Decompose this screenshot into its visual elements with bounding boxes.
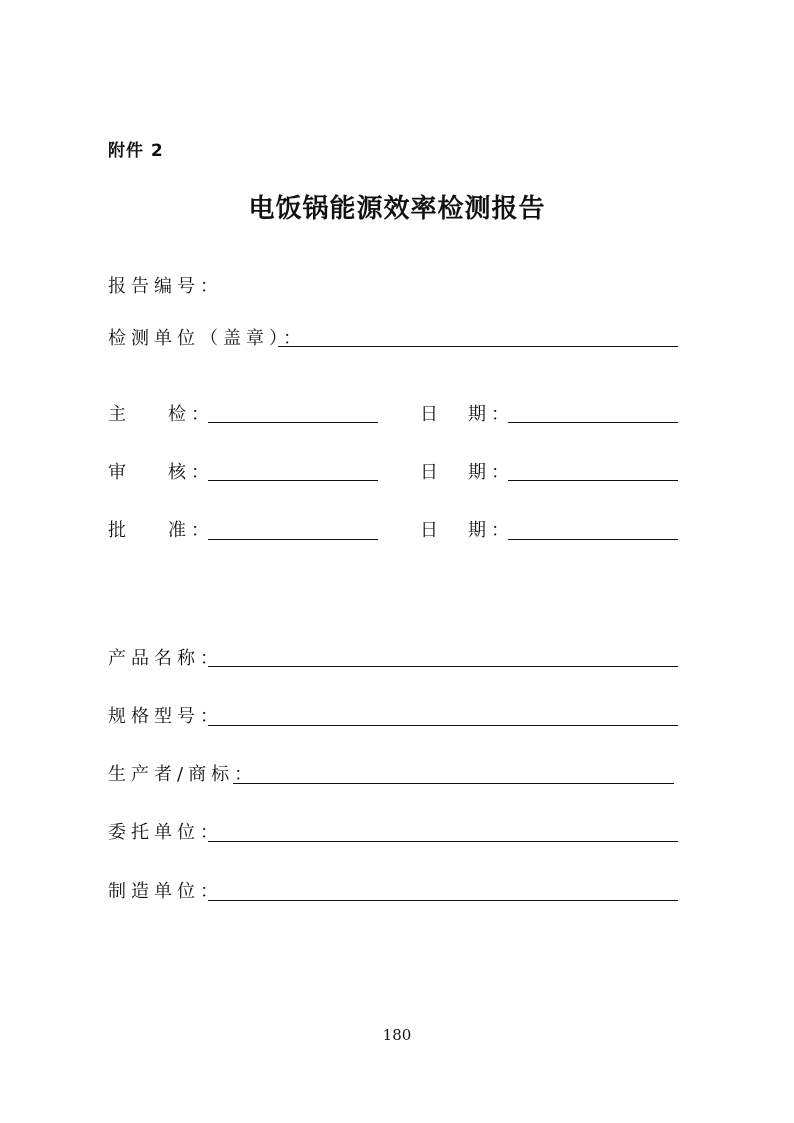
inspector-date-label-a: 日 xyxy=(420,404,443,425)
attachment-label: 附件 2 xyxy=(108,141,164,161)
testing-unit-field[interactable] xyxy=(278,346,678,347)
approver-label-a: 批 xyxy=(108,520,131,541)
approver-date-field[interactable] xyxy=(508,539,678,540)
approver-field[interactable] xyxy=(208,539,378,540)
reviewer-label-a: 审 xyxy=(108,462,131,483)
testing-unit-label: 检测单位（盖章）： xyxy=(108,328,306,349)
reviewer-date-label-a: 日 xyxy=(420,462,443,483)
reviewer-date-field[interactable] xyxy=(508,480,678,481)
inspector-field[interactable] xyxy=(208,422,378,423)
producer-field[interactable] xyxy=(233,783,674,784)
reviewer-label-b: 核： xyxy=(168,462,214,483)
inspector-label-b: 检： xyxy=(168,404,214,425)
reviewer-date-label-b: 期： xyxy=(468,462,514,483)
report-number-label: 报告编号： xyxy=(108,276,223,297)
inspector-date-label-b: 期： xyxy=(468,404,514,425)
inspector-label-a: 主 xyxy=(108,404,131,425)
model-field[interactable] xyxy=(208,725,678,726)
model-label: 规格型号： xyxy=(108,706,223,727)
approver-label-b: 准： xyxy=(168,520,214,541)
approver-date-label-a: 日 xyxy=(420,520,443,541)
reviewer-field[interactable] xyxy=(208,480,378,481)
manufacturer-field[interactable] xyxy=(208,900,678,901)
inspector-date-field[interactable] xyxy=(508,422,678,423)
product-name-field[interactable] xyxy=(208,666,678,667)
producer-label: 生产者/商标： xyxy=(108,764,258,785)
approver-date-label-b: 期： xyxy=(468,520,514,541)
client-field[interactable] xyxy=(208,841,678,842)
page-number: 180 xyxy=(382,1026,412,1044)
report-title: 电饭锅能源效率检测报告 xyxy=(248,194,546,224)
client-label: 委托单位： xyxy=(108,822,223,843)
manufacturer-label: 制造单位： xyxy=(108,881,223,902)
product-name-label: 产品名称： xyxy=(108,648,223,669)
